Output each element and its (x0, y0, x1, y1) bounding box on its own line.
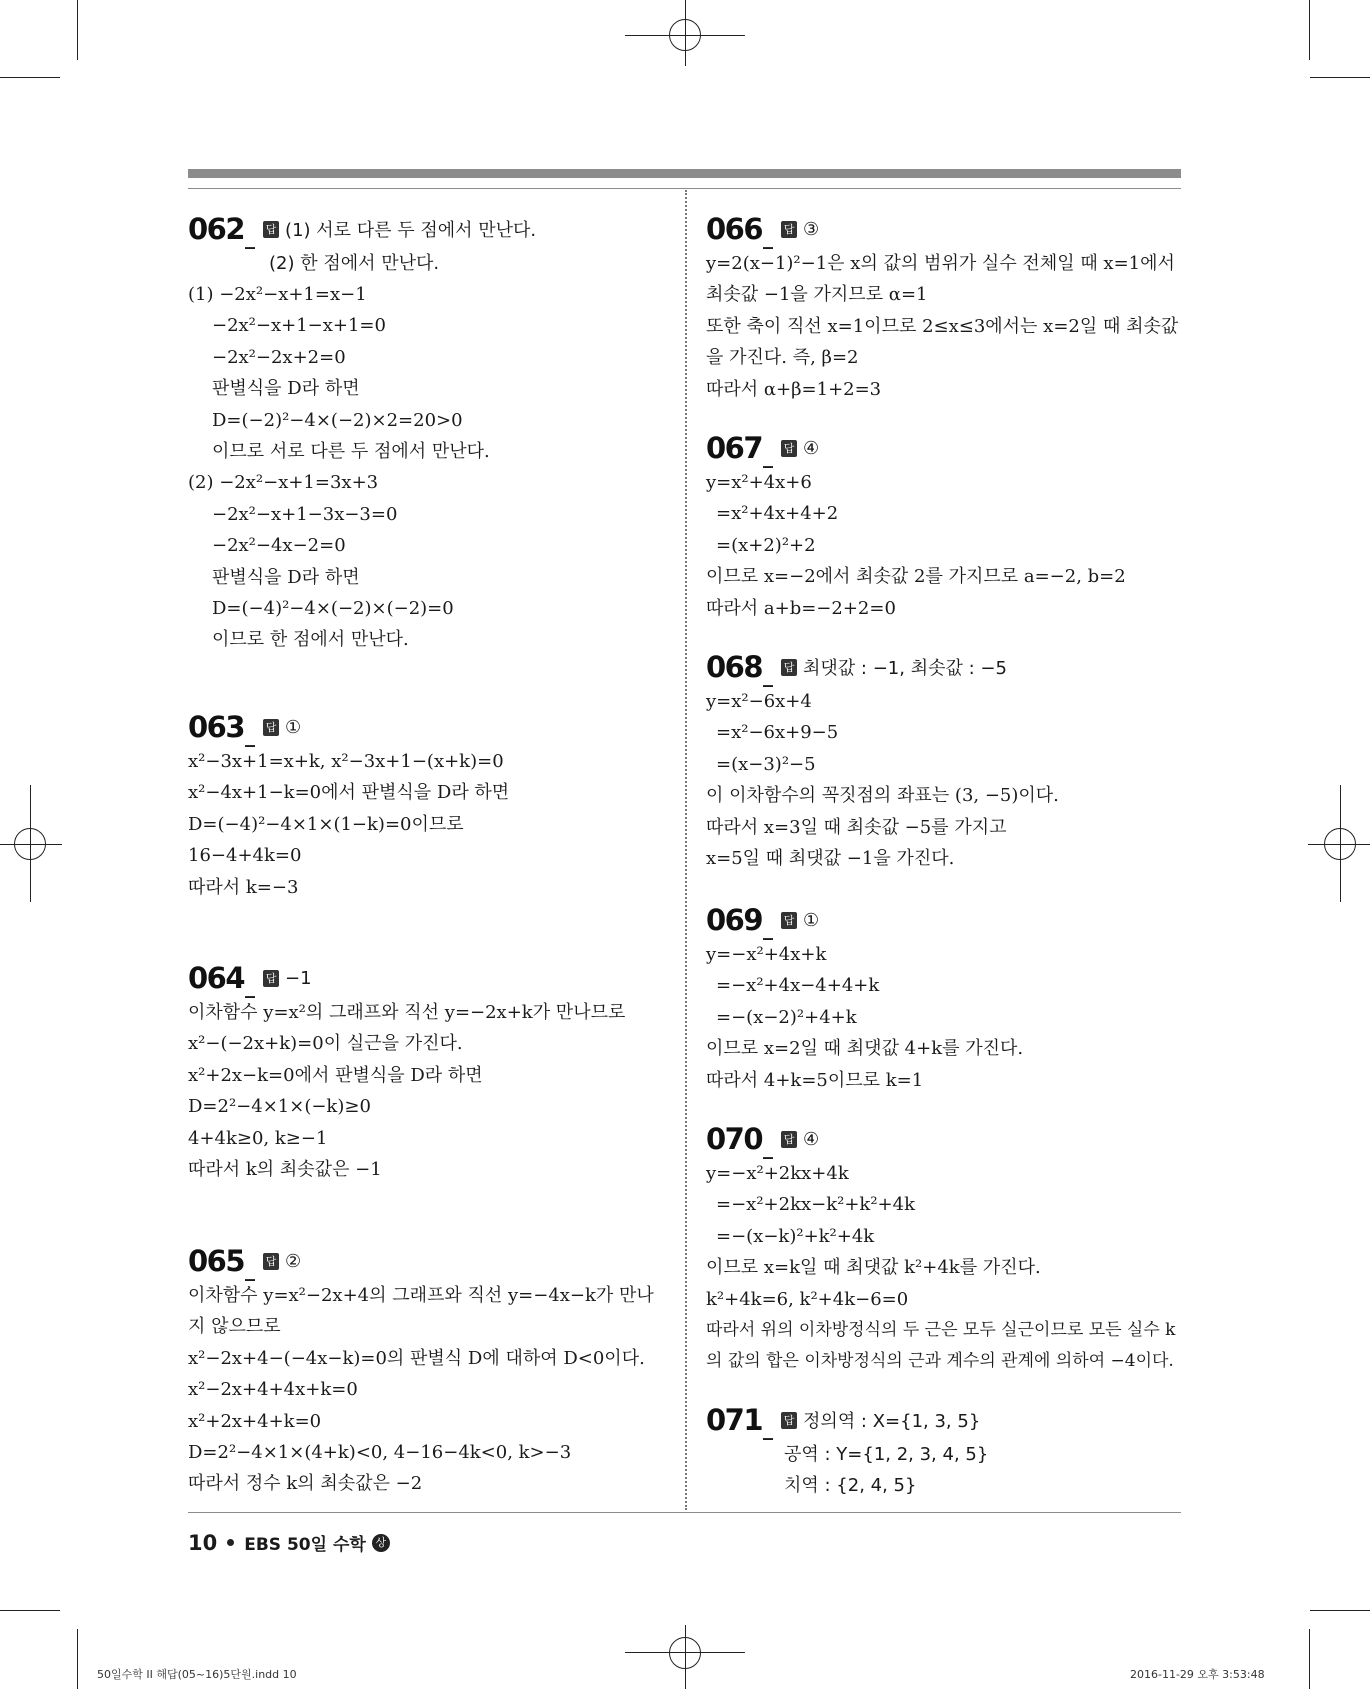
answer-text: ① (285, 716, 302, 738)
solution-line: y=x²+4x+6 (706, 472, 812, 493)
solution-line: D=(−4)²−4×1×(1−k)=0이므로 (188, 813, 464, 835)
problem-header: 062 _ 답 (1) 서로 다른 두 점에서 만난다. (188, 212, 537, 249)
answer-text: ① (803, 909, 820, 931)
page-footer (188, 1530, 390, 1555)
answer-text: (1) 서로 다른 두 점에서 만난다. (285, 220, 537, 241)
solution-line: x²−2x+4+4x+k=0 (188, 1379, 358, 1401)
solution-line: y=x²−6x+4 (706, 691, 812, 712)
solution-line: y=2(x−1)²−1은 x의 값의 범위가 실수 전체일 때 x=1에서 (706, 253, 1175, 274)
answer-text: 최댓값 : −1, 최솟값 : −5 (803, 658, 1007, 679)
solution-line: D=(−4)²−4×(−2)×(−2)=0 (212, 598, 454, 620)
solution-line: 판별식을 D라 하면 (212, 378, 360, 400)
solution-line: 따라서 4+k=5이므로 k=1 (706, 1069, 924, 1091)
answer-badge: 답 (781, 912, 797, 929)
solution-line: 을 가진다. 즉, β=2 (706, 347, 859, 369)
answer-badge: 답 (263, 970, 279, 987)
solution-line: =−(x−2)²+4+k (716, 1006, 857, 1028)
answer-text: ④ (803, 437, 820, 459)
solution-line: 이차함수 y=x²의 그래프와 직선 y=−2x+k가 만나므로 (188, 1002, 626, 1023)
problem-number: 064 (188, 961, 245, 995)
solution-line: x²−3x+1=x+k, x²−3x+1−(x+k)=0 (188, 751, 504, 772)
problem-062 (188, 212, 668, 656)
solution-line: =(x+2)²+2 (716, 534, 816, 556)
problem-header: 066 _ 답 ③ (706, 212, 820, 249)
problem-number: 070 (706, 1122, 763, 1156)
solution-line: −2x²−2x+2=0 (212, 346, 346, 368)
solution-line: 지 않으므로 (188, 1316, 281, 1338)
solution-line: 최솟값 −1을 가지므로 α=1 (706, 284, 928, 306)
timestamp-slug: 2016-11-29 오후 3:53:48 (1130, 1668, 1265, 1681)
solution-line: 따라서 a+b=−2+2=0 (706, 597, 896, 619)
answer-badge: 답 (781, 440, 797, 457)
answer-text: ② (285, 1250, 302, 1272)
solution-line: 이 이차함수의 꼭짓점의 좌표는 (3, −5)이다. (706, 785, 1059, 807)
solution-line: 따라서 위의 이차방정식의 두 근은 모두 실근이므로 모든 실수 k (706, 1320, 1176, 1341)
solution-line: =(x−3)²−5 (716, 753, 816, 775)
problem-065 (188, 1244, 668, 1500)
solution-line: x²−4x+1−k=0에서 판별식을 D라 하면 (188, 782, 510, 804)
solution-line: =−x²+2kx−k²+k²+4k (716, 1194, 915, 1216)
problem-number: 068 (706, 650, 763, 684)
solution-line: −2x²−4x−2=0 (212, 535, 346, 557)
problem-number: 062 (188, 212, 245, 246)
bullet-icon (227, 1539, 234, 1546)
answer-text: ③ (803, 218, 820, 240)
solution-line: 판별식을 D라 하면 (212, 566, 360, 588)
problem-number: 071 (706, 1403, 763, 1437)
file-slug: 50일수학 II 해답(05~16)5단원.indd 10 (97, 1668, 297, 1681)
problem-068 (706, 650, 1186, 874)
solution-line: k²+4k=6, k²+4k−6=0 (706, 1288, 909, 1310)
solution-line: (2) −2x²−x+1=3x+3 (188, 472, 379, 494)
solution-line: D=2²−4×1×(4+k)<0, 4−16−4k<0, k>−3 (188, 1442, 572, 1464)
level-badge: 상 (372, 1534, 390, 1552)
solution-line: 의 값의 합은 이차방정식의 근과 계수의 관계에 의하여 −4이다. (706, 1351, 1174, 1372)
solution-line: 이므로 x=2일 때 최댓값 4+k를 가진다. (706, 1038, 1024, 1060)
problem-header: 068 _ 답 최댓값 : −1, 최솟값 : −5 (706, 650, 1007, 687)
solution-line: D=(−2)²−4×(−2)×2=20>0 (212, 409, 463, 431)
answer-text-3: 치역 : {2, 4, 5} (784, 1475, 917, 1496)
answer-text-2: 공역 : Y={1, 2, 3, 4, 5} (784, 1444, 989, 1465)
solution-line: 이므로 x=−2에서 최솟값 2를 가지므로 a=−2, b=2 (706, 566, 1126, 588)
problem-063 (188, 710, 668, 903)
solution-line: 따라서 k=−3 (188, 876, 299, 898)
solution-line: y=−x²+4x+k (706, 944, 827, 965)
solution-line: x=5일 때 최댓값 −1을 가진다. (706, 848, 955, 870)
solution-line: y=−x²+2kx+4k (706, 1163, 849, 1184)
solution-line: x²+2x+4+k=0 (188, 1410, 322, 1432)
problem-064 (188, 961, 668, 1185)
solution-line: =−(x−k)²+k²+4k (716, 1225, 875, 1247)
column-divider (685, 190, 687, 1510)
solution-line: −2x²−x+1−3x−3=0 (212, 503, 398, 525)
footer-rule (188, 1512, 1181, 1513)
solution-line: −2x²−x+1−x+1=0 (212, 315, 386, 337)
problem-header: 069 _ 답 ① (706, 903, 820, 940)
solution-line: 따라서 k의 최솟값은 −1 (188, 1159, 382, 1181)
header-bar (188, 169, 1181, 178)
solution-line: =x²−6x+9−5 (716, 722, 839, 744)
answer-badge: 답 (781, 221, 797, 238)
problem-069 (706, 903, 1186, 1096)
answer-badge: 답 (781, 1412, 797, 1429)
book-title: EBS 50일 수학 (244, 1535, 366, 1555)
problem-header: 067 _ 답 ④ (706, 431, 820, 468)
answer-badge: 답 (263, 1253, 279, 1270)
solution-line: x²−(−2x+k)=0이 실근을 가진다. (188, 1033, 463, 1055)
solution-line: 16−4+4k=0 (188, 845, 302, 867)
problem-number: 066 (706, 212, 763, 246)
problem-066 (706, 212, 1186, 405)
solution-line: =x²+4x+4+2 (716, 503, 839, 525)
problem-number: 069 (706, 903, 763, 937)
answer-text: 정의역 : X={1, 3, 5} (803, 1411, 981, 1432)
solution-line: 4+4k≥0, k≥−1 (188, 1127, 328, 1149)
answer-text-2: (2) 한 점에서 만난다. (269, 253, 440, 274)
answer-badge: 답 (781, 659, 797, 676)
solution-line: 이므로 한 점에서 만난다. (212, 629, 409, 651)
problem-number: 067 (706, 431, 763, 465)
problem-header: 065 _ 답 ② (188, 1244, 302, 1281)
page-number: 10 (188, 1530, 218, 1555)
solution-line: x²+2x−k=0에서 판별식을 D라 하면 (188, 1064, 483, 1086)
solution-line: 이므로 서로 다른 두 점에서 만난다. (212, 441, 490, 463)
answer-badge: 답 (263, 719, 279, 736)
solution-line: x²−2x+4−(−4x−k)=0의 판별식 D에 대하여 D<0이다. (188, 1347, 645, 1369)
answer-text: −1 (285, 967, 312, 989)
problem-number: 065 (188, 1244, 245, 1278)
answer-badge: 답 (263, 221, 279, 238)
answer-badge: 답 (781, 1131, 797, 1148)
problem-header: 071 _ 답 정의역 : X={1, 3, 5} (706, 1403, 981, 1440)
solution-line: (1) −2x²−x+1=x−1 (188, 284, 367, 305)
solution-line: =−x²+4x−4+4+k (716, 975, 880, 997)
solution-line: 따라서 x=3일 때 최솟값 −5를 가지고 (706, 816, 1007, 838)
problem-header: 064 _ 답 −1 (188, 961, 312, 998)
problem-number: 063 (188, 710, 245, 744)
problem-070 (706, 1122, 1186, 1378)
problem-header: 063 _ 답 ① (188, 710, 302, 747)
solution-line: 따라서 정수 k의 최솟값은 −2 (188, 1473, 423, 1495)
solution-line: 이차함수 y=x²−2x+4의 그래프와 직선 y=−4x−k가 만나 (188, 1285, 654, 1306)
problem-071 (706, 1403, 1186, 1501)
answer-text: ④ (803, 1128, 820, 1150)
solution-line: 또한 축이 직선 x=1이므로 2≤x≤3에서는 x=2일 때 최솟값 (706, 315, 1179, 337)
problem-067 (706, 431, 1186, 624)
solution-line: 이므로 x=k일 때 최댓값 k²+4k를 가진다. (706, 1257, 1041, 1279)
solution-line: 따라서 α+β=1+2=3 (706, 378, 882, 400)
problem-header: 070 _ 답 ④ (706, 1122, 820, 1159)
header-rule (188, 188, 1181, 189)
solution-line: D=2²−4×1×(−k)≥0 (188, 1096, 371, 1118)
